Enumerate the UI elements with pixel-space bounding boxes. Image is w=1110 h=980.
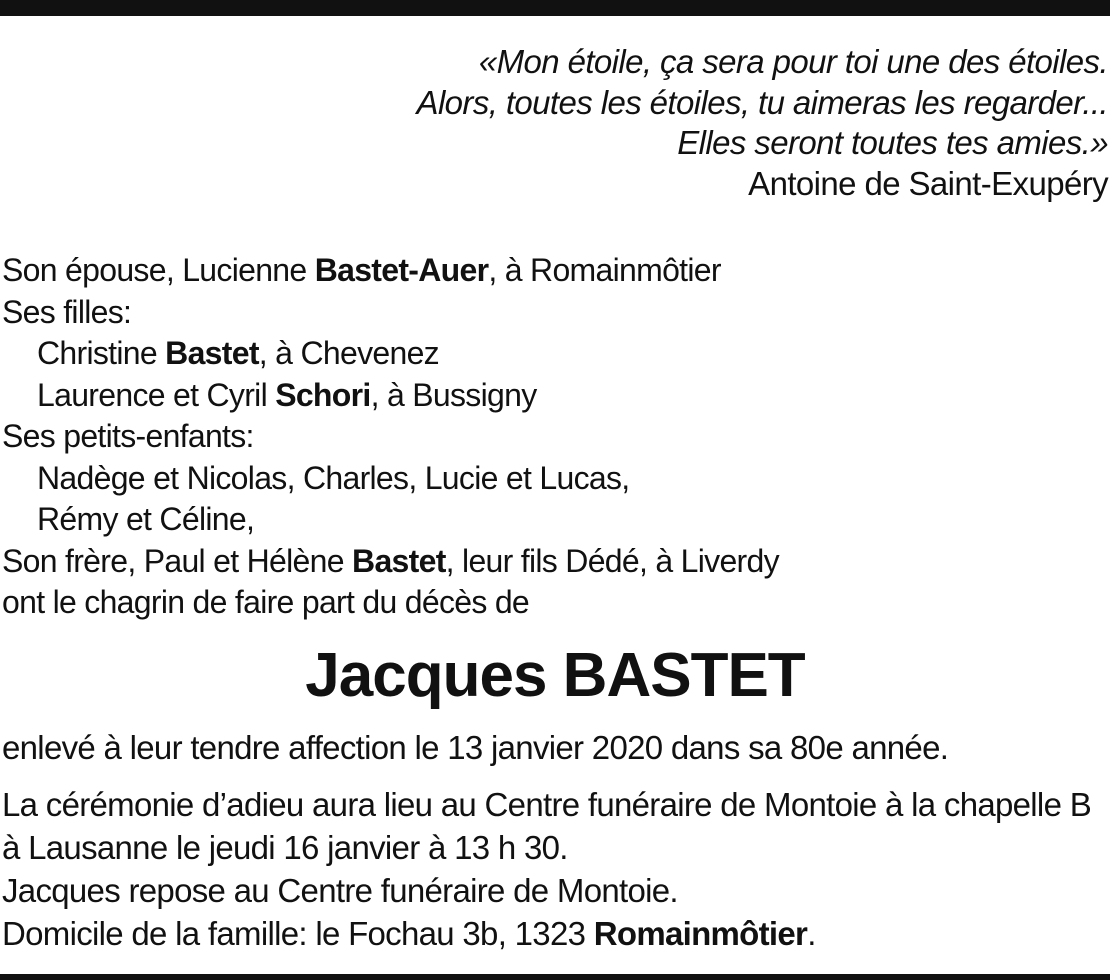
death-line: enlevé à leur tendre affection le 13 janvier 2020 dans sa 80e année. bbox=[2, 729, 949, 766]
wife-prefix: Son épouse, Lucienne bbox=[2, 252, 315, 288]
family-list bbox=[2, 250, 779, 624]
family-brother bbox=[2, 541, 779, 583]
quote-line-2: Alors, toutes les étoiles, tu aimeras les regarder... bbox=[416, 83, 1108, 121]
ceremony-line-1: La cérémonie d’adieu aura lieu au Centre funéraire de Montoie à la chapelle B bbox=[2, 786, 1091, 823]
quote-line-3: Elles seront toutes tes amies.» bbox=[677, 124, 1108, 161]
grandchildren-line-2: Rémy et Céline, bbox=[37, 501, 255, 537]
quote-author: Antoine de Saint-Exupéry bbox=[748, 164, 1108, 202]
daughter2-surname: Schori bbox=[275, 376, 371, 413]
daughters-label: Ses filles: bbox=[2, 293, 132, 330]
rest-line: Jacques repose au Centre funéraire de Montoie. bbox=[2, 872, 678, 909]
wife-surname: Bastet-Auer bbox=[314, 252, 489, 288]
grandchildren-label: Ses petits-enfants: bbox=[2, 418, 254, 454]
brother-prefix: Son frère, Paul et Hélène bbox=[2, 542, 353, 579]
family-wife bbox=[2, 250, 779, 292]
family-home-line bbox=[2, 912, 1110, 955]
brother-surname: Bastet bbox=[352, 542, 446, 579]
home-town: Romainmôtier bbox=[593, 915, 808, 952]
bottom-rule bbox=[0, 974, 1110, 980]
family-daughter-1 bbox=[2, 333, 779, 375]
ceremony-details bbox=[2, 783, 1110, 955]
ceremony-line-2: à Lausanne le jeudi 16 janvier à 13 h 30. bbox=[2, 829, 568, 866]
home-period: . bbox=[807, 915, 816, 952]
daughter1-prefix: Christine bbox=[37, 335, 166, 371]
daughter2-prefix: Laurence et Cyril bbox=[37, 376, 276, 413]
wife-place: , à Romainmôtier bbox=[488, 252, 721, 288]
family-daughter-2 bbox=[2, 375, 779, 417]
top-rule bbox=[0, 0, 1110, 16]
deceased-name: Jacques BASTET bbox=[305, 641, 805, 710]
home-address: Domicile de la famille: le Fochau 3b, 1323 bbox=[2, 915, 594, 952]
brother-details: , leur fils Dédé, à Liverdy bbox=[445, 542, 779, 579]
daughter1-place: , à Chevenez bbox=[258, 335, 439, 371]
epigraph-quote bbox=[417, 42, 1108, 204]
announcement-line: ont le chagrin de faire part du décès de bbox=[2, 584, 530, 620]
quote-line-1: «Mon étoile, ça sera pour toi une des étoiles. bbox=[478, 43, 1108, 80]
daughter1-surname: Bastet bbox=[165, 335, 259, 371]
daughter2-place: , à Bussigny bbox=[370, 376, 537, 413]
grandchildren-line-1: Nadège et Nicolas, Charles, Lucie et Lucas, bbox=[37, 459, 630, 496]
